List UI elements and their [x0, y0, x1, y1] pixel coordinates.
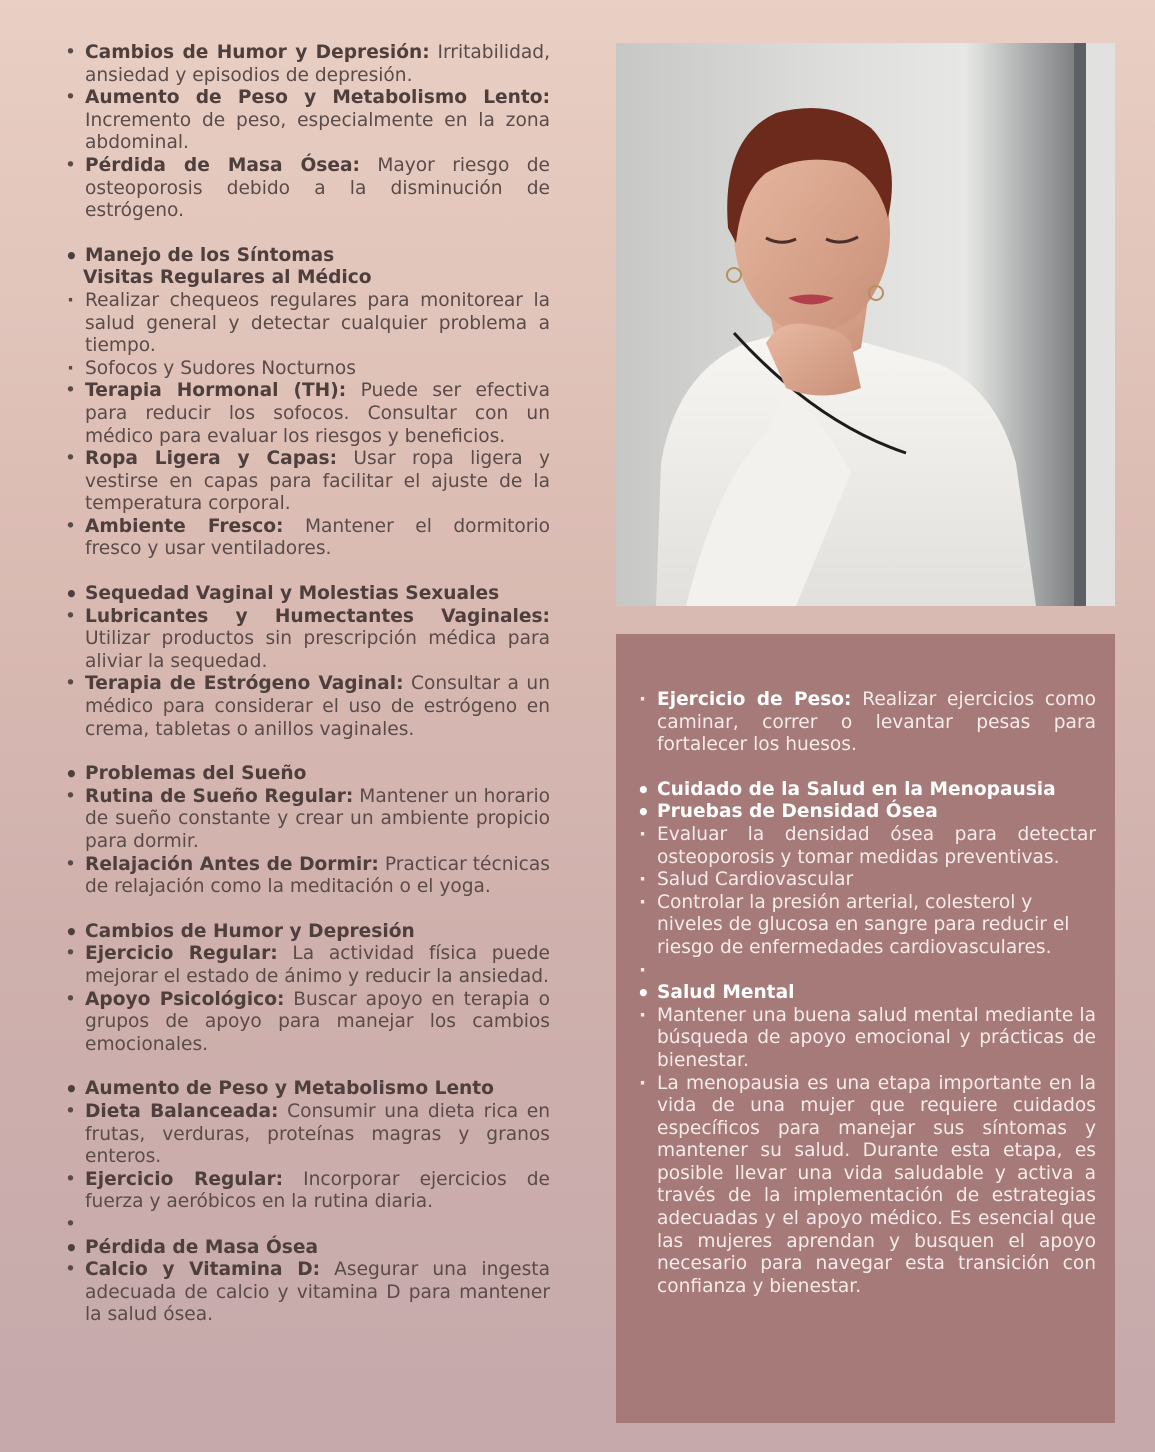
- list-item: · Mantener una buena salud mental mediante la búsqueda de apoyo emocional y prácticas de bienestar.: [634, 1005, 1096, 1073]
- sueno-section: [62, 763, 550, 899]
- masa-section: [62, 1237, 550, 1327]
- symptom-list: [62, 42, 550, 223]
- list-item: · La menopausia es una etapa importante en la vida de una mujer que requiere cuidados específicos para manejar sus síntomas y mantener su salud. Durante esta etapa, es posible llevar una vida saludable y activa a través de la implementación de estrategias adecuadas y el apoyo médico. Es esencial que las mujeres aprendan y busquen el apoyo necesario para navegar esta transición con confianza y bienestar.: [634, 1073, 1096, 1299]
- peso-section: [62, 1078, 550, 1236]
- list-item: • Ropa Ligera y Capas: Usar ropa ligera y vestirse en capas para facilitar el ajuste de la temperatura corporal.: [62, 448, 550, 516]
- list-item: · Evaluar la densidad ósea para detectar osteoporosis y tomar medidas preventivas.: [634, 824, 1096, 869]
- section-subheading: Visitas Regulares al Médico: [83, 267, 372, 289]
- section-heading: • Aumento de Peso y Metabolismo Lento: [62, 1078, 550, 1101]
- list-item: • Terapia Hormonal (TH): Puede ser efectiva para reducir los sofocos. Consultar con un médico para evaluar los riesgos y beneficios.: [62, 380, 550, 448]
- list-item: • Cambios de Humor y Depresión: Irritabilidad, ansiedad y episodios de depresión.: [62, 42, 550, 87]
- list-item: • Calcio y Vitamina D: Asegurar una ingesta adecuada de calcio y vitamina D para mantener la salud ósea.: [62, 1259, 550, 1327]
- empty-list-item: [62, 1214, 550, 1237]
- empty-list-item: [634, 960, 1096, 983]
- section-heading: • Pérdida de Masa Ósea: [62, 1237, 550, 1260]
- health-care-panel: [616, 634, 1115, 1423]
- list-item: • Ambiente Fresco: Mantener el dormitorio fresco y usar ventiladores.: [62, 516, 550, 561]
- list-item: • Ejercicio Regular: La actividad física puede mejorar el estado de ánimo y reducir la ansiedad.: [62, 943, 550, 988]
- section-heading: • Pruebas de Densidad Ósea: [634, 801, 1096, 824]
- list-item: · Ejercicio de Peso: Realizar ejercicios como caminar, correr o levantar pesas para fortalecer los huesos.: [634, 689, 1096, 757]
- list-item: · Sofocos y Sudores Nocturnos: [62, 358, 550, 381]
- list-item: • Rutina de Sueño Regular: Mantener un horario de sueño constante y crear un ambiente propicio para dormir.: [62, 786, 550, 854]
- list-item: · Realizar chequeos regulares para monitorear la salud general y detectar cualquier problema a tiempo.: [62, 290, 550, 358]
- humor-section: [62, 921, 550, 1057]
- section-heading: • Problemas del Sueño: [62, 763, 550, 786]
- manejo-section: [62, 245, 550, 561]
- list-item: • Terapia de Estrógeno Vaginal: Consultar a un médico para considerar el uso de estrógeno en crema, tabletas o anillos vaginales.: [62, 673, 550, 741]
- panel-content: [634, 689, 1096, 1298]
- left-column: [62, 42, 550, 1327]
- list-item: · Salud Cardiovascular: [634, 869, 1096, 892]
- list-item: • Pérdida de Masa Ósea: Mayor riesgo de osteoporosis debido a la disminución de estrógeno.: [62, 155, 550, 223]
- list-item: • Dieta Balanceada: Consumir una dieta rica en frutas, verduras, proteínas magras y granos enteros.: [62, 1101, 550, 1169]
- list-item: • Relajación Antes de Dormir: Practicar técnicas de relajación como la meditación o el yoga.: [62, 854, 550, 899]
- portrait-illustration: [616, 43, 1115, 606]
- woman-portrait-photo: [616, 43, 1115, 606]
- list-item: • Ejercicio Regular: Incorporar ejercicios de fuerza y aeróbicos en la rutina diaria.: [62, 1169, 550, 1214]
- sequedad-section: [62, 583, 550, 741]
- section-heading: • Sequedad Vaginal y Molestias Sexuales: [62, 583, 550, 606]
- list-item: • Apoyo Psicológico: Buscar apoyo en terapia o grupos de apoyo para manejar los cambios emocionales.: [62, 989, 550, 1057]
- section-heading: • Salud Mental: [634, 982, 1096, 1005]
- list-item: · Controlar la presión arterial, colesterol y niveles de glucosa en sangre para reducir el riesgo de enfermedades cardiovasculares.: [634, 892, 1096, 960]
- section-heading: • Manejo de los Síntomas: [62, 245, 550, 268]
- section-heading: • Cambios de Humor y Depresión: [62, 921, 550, 944]
- section-heading: • Cuidado de la Salud en la Menopausia: [634, 779, 1096, 802]
- list-item: • Lubricantes y Humectantes Vaginales: Utilizar productos sin prescripción médica para aliviar la sequedad.: [62, 606, 550, 674]
- list-item: • Aumento de Peso y Metabolismo Lento: Incremento de peso, especialmente en la zona abdominal.: [62, 87, 550, 155]
